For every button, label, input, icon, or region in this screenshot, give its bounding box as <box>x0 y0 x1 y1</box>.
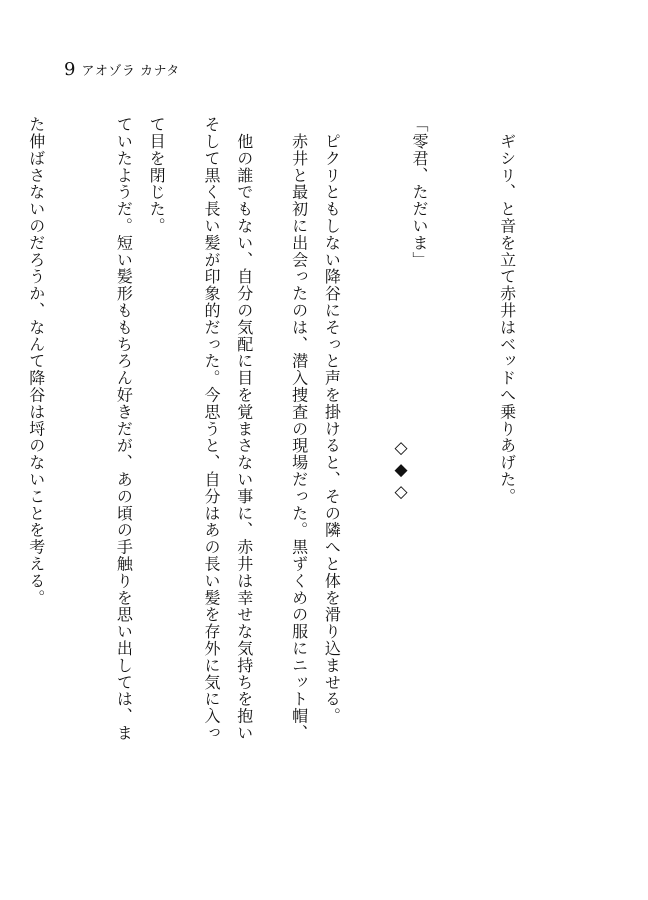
text-line: ピクリともしない降谷にそっと声を掛けると、その隣へと体を滑り込ませる。 <box>322 116 342 725</box>
text-line: そして黒く長い髪が印象的だった。今思うと、自分はあの長い髪を存外に気に入っ <box>201 116 221 742</box>
text-block-second <box>0 116 372 846</box>
text-line: 「零君、ただいま」 <box>409 116 429 269</box>
page-number: 9 <box>64 59 76 80</box>
book-title: アオゾラ カナタ <box>81 64 180 79</box>
text-line: 他の誰でもない、自分の気配に目を覚まさない事に、赤井は幸せな気持ちを抱い <box>234 116 254 742</box>
text-line: ていたようだ。短い髪形ももちろん好きだが、あの頃の手触りを思い出しては、ま <box>114 116 134 742</box>
text-line: た伸ばさないのだろうか、なんて降谷は埒のないことを考える。 <box>26 116 46 607</box>
scene-break-symbols: ◇◆◇ <box>391 438 411 504</box>
text-line: 赤井と最初に出会ったのは、潜入捜査の現場だった。黒ずくめの服にニット帽、 <box>289 116 309 742</box>
text-line: て目を閉じた。 <box>147 116 167 235</box>
page-header <box>64 60 180 82</box>
text-line: ギシリ、と音を立て赤井はベッドへ乗りあげた。 <box>497 116 517 505</box>
